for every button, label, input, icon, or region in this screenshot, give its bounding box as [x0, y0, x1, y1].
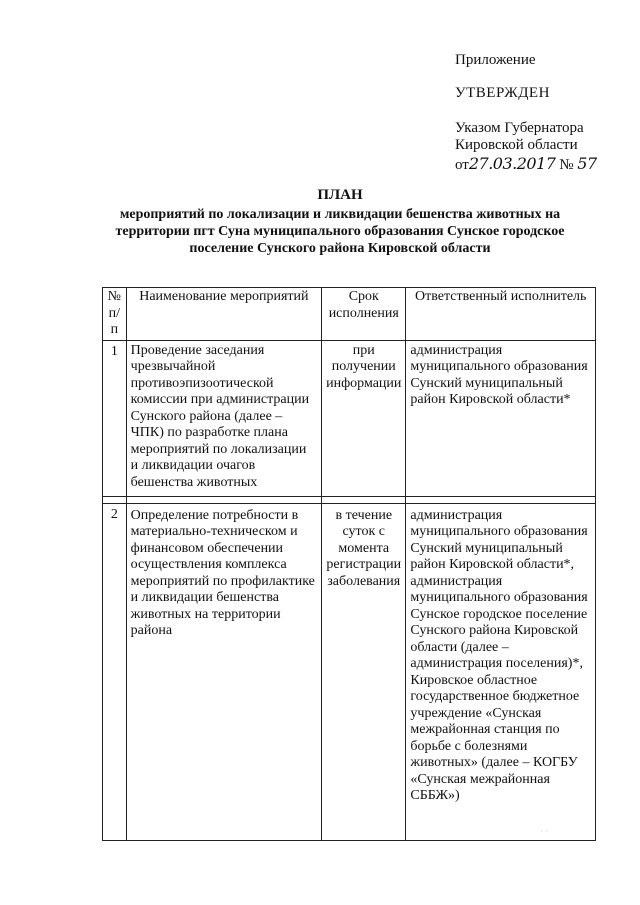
header-activity: Наименование мероприятий [126, 288, 321, 341]
table-header-row [103, 288, 596, 341]
number-prefix: № [559, 157, 574, 173]
separator-cell [103, 496, 127, 503]
date-prefix: от [455, 157, 469, 173]
row-term: в течение суток с момента регистрации заболевания [322, 503, 406, 840]
scan-smudge: · · [540, 826, 549, 836]
plan-heading: ПЛАН [317, 187, 363, 203]
approval-block [455, 52, 635, 174]
header-term: Срок исполнения [322, 288, 406, 341]
table-row [103, 503, 596, 840]
header-num: № п/п [103, 288, 127, 341]
separator-cell [126, 496, 321, 503]
handwritten-number: 57 [577, 154, 597, 173]
row-executor: администрация муниципального образования Сунский муниципальный район Кировской области* [406, 340, 596, 496]
header-executor: Ответственный исполнитель [406, 288, 596, 341]
row-activity: Определение потребности в материально-техническом и финансовом обеспечении осуществления комплекса мероприятий по профилактике и ликвидации бешенства животных на территории района [126, 503, 321, 840]
row-executor: администрация муниципального образования Сунский муниципальный район Кировской области*, администрация муниципального образования Сунское городское поселение Сунского района Кировской области (далее – администрация поселения)*, Кировское областное государственное бюджетное учреждение «Сунская межрайонная станция по борьбе с болезнями животных» (далее – КОГБУ «Сунская межрайонная СББЖ») [406, 503, 596, 840]
separator-cell [322, 496, 406, 503]
approved-stamp: УТВЕРЖДЕН [455, 85, 550, 101]
decree-line-1: Указом Губернатора [455, 120, 584, 136]
row-activity: Проведение заседания чрезвычайной противоэпизоотической комиссии при администрации Сунского района (далее – ЧПК) по разработке плана мероприятий по локализации и ликвидации очагов бешенства животных [126, 340, 321, 496]
date-number-row [455, 155, 635, 174]
document-title [40, 186, 640, 257]
subtitle-line-3: поселение Сунского района Кировской области [189, 241, 491, 256]
table-row-separator [103, 496, 596, 503]
subtitle-line-2: территории пгт Суна муниципального образования Сунское городское [115, 224, 565, 239]
plan-subtitle [40, 206, 640, 257]
row-num: 2 [103, 503, 127, 840]
decree-line-2: Кировской области [455, 137, 578, 153]
appendix-label: Приложение [455, 52, 536, 68]
subtitle-line-1: мероприятий по локализации и ликвидации бешенства животных на [119, 207, 561, 222]
plan-table [102, 287, 596, 841]
handwritten-date: 27.03.2017 [468, 154, 556, 173]
table-row [103, 340, 596, 496]
separator-cell [406, 496, 596, 503]
row-term: при получении информации [322, 340, 406, 496]
row-num: 1 [103, 340, 127, 496]
